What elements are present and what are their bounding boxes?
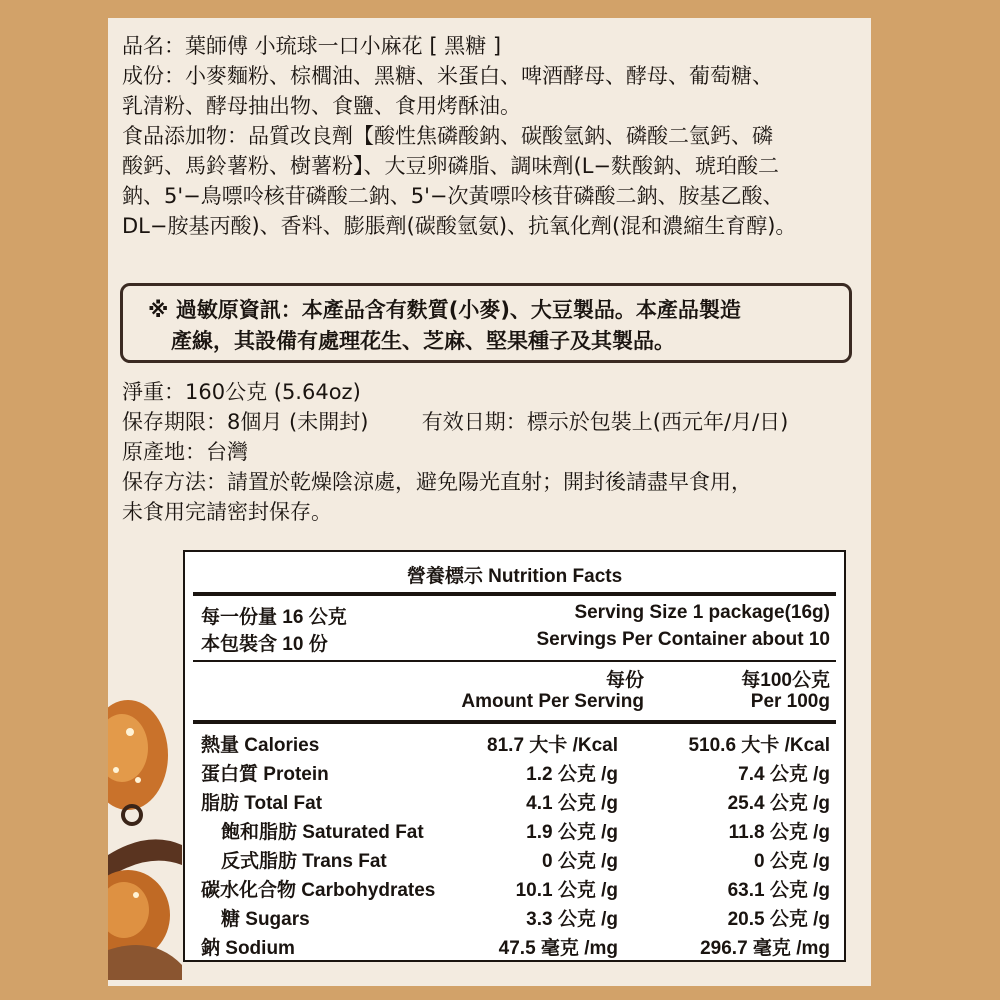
table-row xyxy=(185,933,844,962)
nutrient-name: 脂肪 Total Fat xyxy=(201,793,323,814)
table-row xyxy=(185,730,844,759)
servings-en: Servings Per Container about 10 xyxy=(536,629,830,650)
per-100g-value: 296.7 毫克 /mg xyxy=(700,938,830,959)
shelf-life-row xyxy=(122,407,862,437)
divider xyxy=(193,720,836,724)
divider xyxy=(193,592,836,596)
additives-line-2: 酸鈣、馬鈴薯粉、樹薯粉】、大豆卵磷脂、調味劑(L−麩酸鈉、琥珀酸二 xyxy=(122,154,779,178)
origin: 原產地：台灣 xyxy=(122,440,248,464)
nutrient-name: 鈉 Sodium xyxy=(201,938,295,959)
per-serving-value: 3.3 公克 /g xyxy=(526,909,618,930)
per-serving-value: 4.1 公克 /g xyxy=(526,793,618,814)
expiry-date-info: 有效日期：標示於包裝上(西元年/月/日) xyxy=(421,410,789,434)
per-serving-value: 10.1 公克 /g xyxy=(515,880,618,901)
serving-size-zh: 每一份量 16 公克 xyxy=(201,607,347,628)
allergy-line-2: 產線，其設備有處理花生、芝麻、堅果種子及其製品。 xyxy=(171,329,675,353)
table-row xyxy=(185,759,844,788)
nutrition-title: 營養標示 Nutrition Facts xyxy=(406,566,623,587)
per-100g-value: 63.1 公克 /g xyxy=(727,880,830,901)
allergy-notice xyxy=(120,283,852,363)
ingredients-line-2: 乳清粉、酵母抽出物、食鹽、食用烤酥油。 xyxy=(122,94,521,118)
allergy-line-1: ※ 過敏原資訊：本產品含有麩質(小麥)、大豆製品。本產品製造 xyxy=(148,298,741,322)
snack-illustration xyxy=(108,680,182,980)
col-per-100g-zh: 每100公克 xyxy=(741,670,830,691)
product-name-line: 品名：葉師傅 小琉球一口小麻花 [ 黑糖 ] xyxy=(122,34,502,58)
table-row xyxy=(185,788,844,817)
per-serving-value: 1.2 公克 /g xyxy=(526,764,618,785)
servings-zh: 本包裝含 10 份 xyxy=(201,634,328,655)
storage-info xyxy=(122,377,862,527)
nutrient-name: 蛋白質 Protein xyxy=(201,764,329,785)
per-serving-value: 47.5 毫克 /mg xyxy=(498,938,618,959)
per-serving-value: 81.7 大卡 /Kcal xyxy=(487,735,618,756)
per-100g-value: 7.4 公克 /g xyxy=(738,764,830,785)
shelf-life: 保存期限：8個月 (未開封) xyxy=(122,410,369,434)
table-row xyxy=(185,846,844,875)
col-per-serving-en: Amount Per Serving xyxy=(461,691,644,712)
col-per-serving-zh: 每份 xyxy=(605,670,644,691)
nutrient-name: 碳水化合物 Carbohydrates xyxy=(201,880,436,901)
table-row xyxy=(185,904,844,933)
nutrition-facts-table xyxy=(183,550,846,962)
table-row xyxy=(185,817,844,846)
per-100g-value: 0 公克 /g xyxy=(753,851,830,872)
net-weight: 淨重：160公克 (5.64oz) xyxy=(122,380,361,404)
additives-line-3: 鈉、5'−鳥嘌呤核苷磷酸二鈉、5'−次黃嘌呤核苷磷酸二鈉、胺基乙酸、 xyxy=(122,184,784,208)
per-100g-value: 25.4 公克 /g xyxy=(727,793,830,814)
per-100g-value: 20.5 公克 /g xyxy=(727,909,830,930)
divider xyxy=(193,660,836,662)
nutrient-name: 糖 Sugars xyxy=(221,909,310,930)
per-100g-value: 510.6 大卡 /Kcal xyxy=(688,735,830,756)
ingredients-line-1: 成份：小麥麵粉、棕櫚油、黑糖、米蛋白、啤酒酵母、酵母、葡萄糖、 xyxy=(122,64,773,88)
col-per-100g-en: Per 100g xyxy=(750,691,830,712)
additives-line-4: DL−胺基丙酸)、香料、膨脹劑(碳酸氫氨)、抗氧化劑(混和濃縮生育醇)。 xyxy=(122,214,797,238)
storage-method-line-1: 保存方法：請置於乾燥陰涼處，避免陽光直射；開封後請盡早食用， xyxy=(122,470,752,494)
additives-line-1: 食品添加物：品質改良劑【酸性焦磷酸鈉、碳酸氫鈉、磷酸二氫鈣、磷 xyxy=(122,124,773,148)
per-serving-value: 1.9 公克 /g xyxy=(526,822,618,843)
per-serving-value: 0 公克 /g xyxy=(541,851,618,872)
per-100g-value: 11.8 公克 /g xyxy=(728,822,830,843)
product-info xyxy=(122,31,862,241)
nutrient-name: 飽和脂肪 Saturated Fat xyxy=(221,822,424,843)
nutrient-name: 熱量 Calories xyxy=(201,735,320,756)
table-row xyxy=(185,875,844,904)
storage-method-line-2: 未食用完請密封保存。 xyxy=(122,500,332,524)
nutrient-name: 反式脂肪 Trans Fat xyxy=(221,851,387,872)
serving-size-en: Serving Size 1 package(16g) xyxy=(574,602,830,623)
